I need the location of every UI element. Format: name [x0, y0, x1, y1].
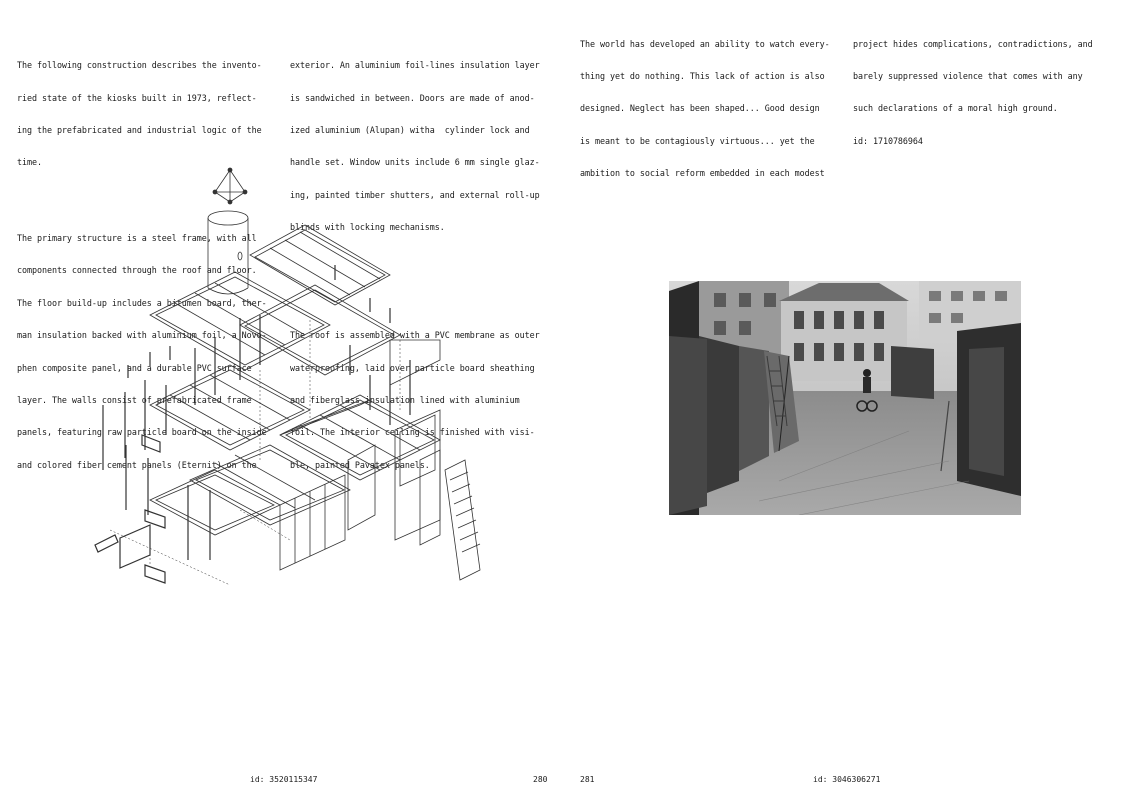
text-line: and colored fiber cement panels (Eternit) on the	[17, 459, 257, 470]
text-line: The floor build-up includes a bitumen board, ther-	[17, 297, 267, 308]
left-page-number: 280	[533, 775, 548, 784]
text-line: The roof is assembled with a PVC membrane as outer	[290, 330, 540, 341]
right-text-column-2	[853, 17, 1093, 157]
text-line: phen composite panel, and a durable PVC surface	[17, 362, 252, 373]
kiosk-street-photo	[669, 281, 1021, 515]
text-line: and fiberglass insulation lined with aluminium	[290, 394, 520, 405]
image-id-caption: id: 1710786964	[853, 135, 923, 146]
text-line: blinds with locking mechanisms.	[290, 222, 445, 233]
text-line: panels, featuring raw particle board on the inside	[17, 427, 267, 438]
text-line: handle set. Window units include 6 mm single glaz-	[290, 157, 540, 168]
text-line: The world has developed an ability to watch every-	[580, 38, 830, 49]
text-line: is meant to be contagiously virtuous... yet the	[580, 135, 815, 146]
exploded-axonometric-drawing	[90, 160, 510, 590]
text-line: is sandwiched in between. Doors are made of anod-	[290, 92, 535, 103]
right-page-number: 281	[580, 775, 595, 784]
text-line: ble, painted Pavatex panels.	[290, 459, 430, 470]
text-line: man insulation backed with aluminium foil, a Novo-	[17, 330, 267, 341]
roof-frame-drawing	[150, 225, 400, 375]
text-line: barely suppressed violence that comes with any	[853, 70, 1083, 81]
text-line: The primary structure is a steel frame, with all	[17, 232, 257, 243]
text-line: ambition to social reform embedded in each modest	[580, 168, 825, 179]
floor-platform-drawing	[150, 445, 350, 535]
text-line: The following construction describes the invento-	[17, 60, 262, 71]
text-line: ried state of the kiosks built in 1973, reflect-	[17, 92, 257, 103]
light-fixture-drawing	[213, 168, 247, 204]
right-footer-id: id: 3046306271	[813, 775, 881, 784]
text-line: such declarations of a moral high ground.	[853, 103, 1058, 114]
right-text-column-1	[580, 17, 830, 190]
text-line: waterproofing, laid over particle board sheathing	[290, 362, 535, 373]
text-line: ing the prefabricated and industrial logic of the	[17, 124, 262, 135]
text-line: foil. The interior ceiling is finished with visi-	[290, 427, 535, 438]
text-line: ing, painted timber shutters, and external roll-up	[290, 189, 540, 200]
text-line: ized aluminium (Alupan) witha cylinder lock and	[290, 124, 530, 135]
left-footer-id: id: 3520115347	[250, 775, 318, 784]
text-line: project hides complications, contradictions, and	[853, 38, 1093, 49]
text-line: thing yet do nothing. This lack of action is also	[580, 70, 825, 81]
text-line: layer. The walls consist of prefabricated frame	[17, 394, 252, 405]
text-line: exterior. An aluminium foil-lines insulation layer	[290, 60, 540, 71]
middle-frame-drawing	[150, 365, 440, 480]
cylinder-drawing	[208, 211, 248, 294]
text-line: time.	[17, 157, 42, 168]
text-line: components connected through the roof and floor.	[17, 265, 257, 276]
text-line: designed. Neglect has been shaped... Good design	[580, 103, 820, 114]
